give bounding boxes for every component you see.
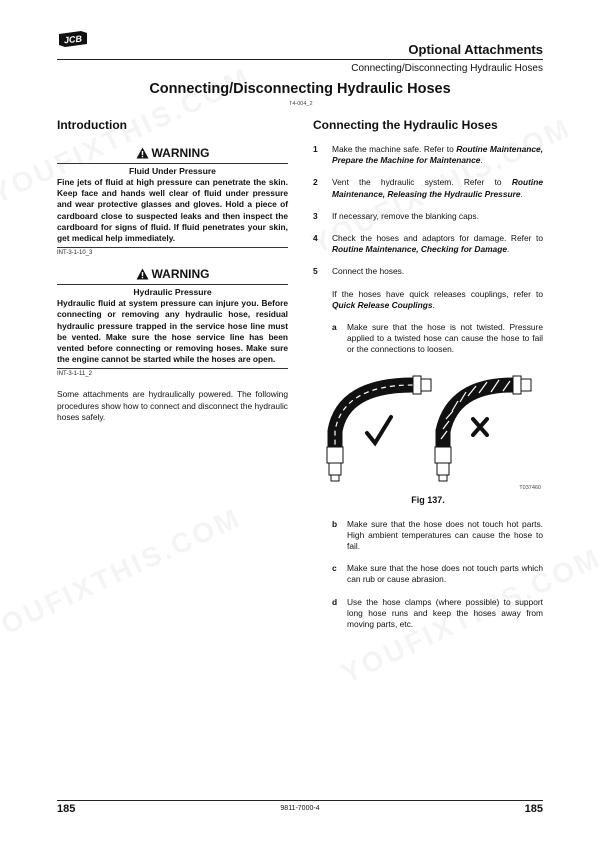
step-number: 1 (313, 144, 318, 154)
substep-c (332, 563, 543, 585)
warning-triangle-icon (136, 268, 149, 280)
warning-rule (57, 163, 288, 164)
warning-code: INT-3-1-10_3 (57, 250, 93, 257)
warning-label (57, 267, 288, 281)
substep-letter: b (332, 518, 338, 529)
step-text: Make the machine safe. Refer to Routine Maintenance, Prepare the Machine for Maintenance. (332, 144, 543, 166)
step-text: Vent the hydraulic system. Refer to Routine Maintenance, Releasing the Hydraulic Pressure. (332, 177, 543, 199)
warning-code: INT-3-1-11_2 (57, 371, 92, 378)
svg-text:JCB: JCB (63, 33, 83, 46)
step-number: 3 (313, 210, 318, 221)
step-5 (313, 266, 543, 355)
cross-reference: Routine Maintenance, Releasing the Hydraulic Pressure (332, 177, 543, 199)
substep-letter: c (332, 563, 337, 574)
left-column (57, 118, 288, 423)
warning-rule (57, 368, 288, 369)
title-code: T4-004_2 (289, 101, 313, 107)
step-2 (313, 177, 543, 199)
substep-text: Make sure that the hose does not touch parts which can rub or cause abrasion. (347, 563, 543, 585)
warning-label (57, 146, 288, 160)
warning-triangle-icon (136, 147, 149, 159)
substep-text: Make sure that the hose does not touch hot parts. High ambient temperatures can cause the hose to fail. (347, 518, 543, 552)
step-number: 5 (313, 266, 318, 277)
watermark (0, 502, 247, 651)
footer-rule (57, 800, 543, 801)
cross-reference: Routine Maintenance, Prepare the Machine for Maintenance (332, 144, 543, 166)
figure-hose-twist (313, 371, 543, 489)
warning-text: WARNING (151, 146, 210, 160)
page-number-left: 185 (57, 803, 76, 815)
step-number: 2 (313, 177, 318, 188)
substep-b (332, 519, 543, 553)
step-text: If necessary, remove the blanking caps. (332, 210, 479, 221)
warning-rule (57, 284, 288, 285)
warning-text: WARNING (151, 267, 210, 282)
substep-text: Use the hose clamps (where possible) to support long hose runs and keep the hoses away from moving parts, etc. (347, 596, 543, 630)
intro-paragraph: Some attachments are hydraulically powered. The following procedures show how to connect and disconnect the hydraulic hoses safely. (57, 389, 288, 422)
document-number: 9811-7000-4 (280, 805, 320, 812)
figure-code: T037460 (519, 484, 541, 491)
substep-a (332, 322, 543, 356)
figure-caption: Fig 137. (411, 494, 445, 505)
right-column (313, 118, 543, 630)
warning-subtitle: Hydraulic Pressure (133, 287, 212, 298)
cross-reference: Quick Release Couplings (332, 299, 433, 310)
intro-heading: Introduction (57, 118, 127, 132)
substep-letter: a (332, 322, 337, 333)
warning-body: Fine jets of fluid at high pressure can penetrate the skin. Keep face and hands well clear of fluid under pressure and wear protective glasses and gloves. Hold a piece of cardboard close to suspected leaks and then inspect the cardboard for signs of fluid. If fluid penetrates your skin, get medical help immediately. (57, 177, 288, 244)
warning-body: Hydraulic fluid at system pressure can injure you. Before connecting or removing any hydraulic hose, residual hydraulic pressure trapped in the service hose line must be vented. Make sure the hose service line has been vented before connecting or removing hoses. Make sure the engine cannot be started while the hoses are open. (57, 298, 288, 365)
hose-twist-diagram (313, 371, 543, 489)
header-rule (57, 59, 543, 60)
step-1 (313, 144, 543, 166)
section-title: Optional Attachments (408, 42, 543, 57)
warning-fluid-under-pressure (57, 146, 288, 256)
hose-twisted-illustration (435, 376, 531, 481)
subsection-title: Connecting/Disconnecting Hydraulic Hoses (351, 63, 543, 74)
step-text: Connect the hoses. If the hoses have quick releases couplings, refer to Quick Release Couplings. a Make sure that the hose is not twisted. Pressure applied to a twisted hose can cause the hose to fail or the connections to loosen. (332, 266, 543, 355)
hose-correct-illustration (327, 376, 431, 481)
step-text: Check the hoses and adaptors for damage. Refer to Routine Maintenance, Checking for Damage. (332, 233, 543, 255)
page-title: Connecting/Disconnecting Hydraulic Hoses (149, 81, 451, 97)
substep-d (332, 597, 543, 631)
checkmark-icon (367, 417, 391, 443)
warning-rule (57, 247, 288, 248)
cross-icon (473, 419, 487, 435)
substep-text: Make sure that the hose is not twisted. Pressure applied to a twisted hose can cause the hose to fail or the connections to loosen. (347, 322, 543, 355)
substep-letter: d (332, 596, 338, 607)
connecting-heading: Connecting the Hydraulic Hoses (313, 118, 498, 132)
step-3 (313, 211, 543, 222)
page-number-right: 185 (524, 803, 543, 815)
warning-hydraulic-pressure (57, 267, 288, 377)
step-number: 4 (313, 233, 318, 244)
cross-reference: Routine Maintenance, Checking for Damage (332, 244, 507, 255)
jcb-logo (57, 30, 89, 48)
step-4 (313, 233, 543, 255)
warning-subtitle: Fluid Under Pressure (129, 166, 216, 176)
